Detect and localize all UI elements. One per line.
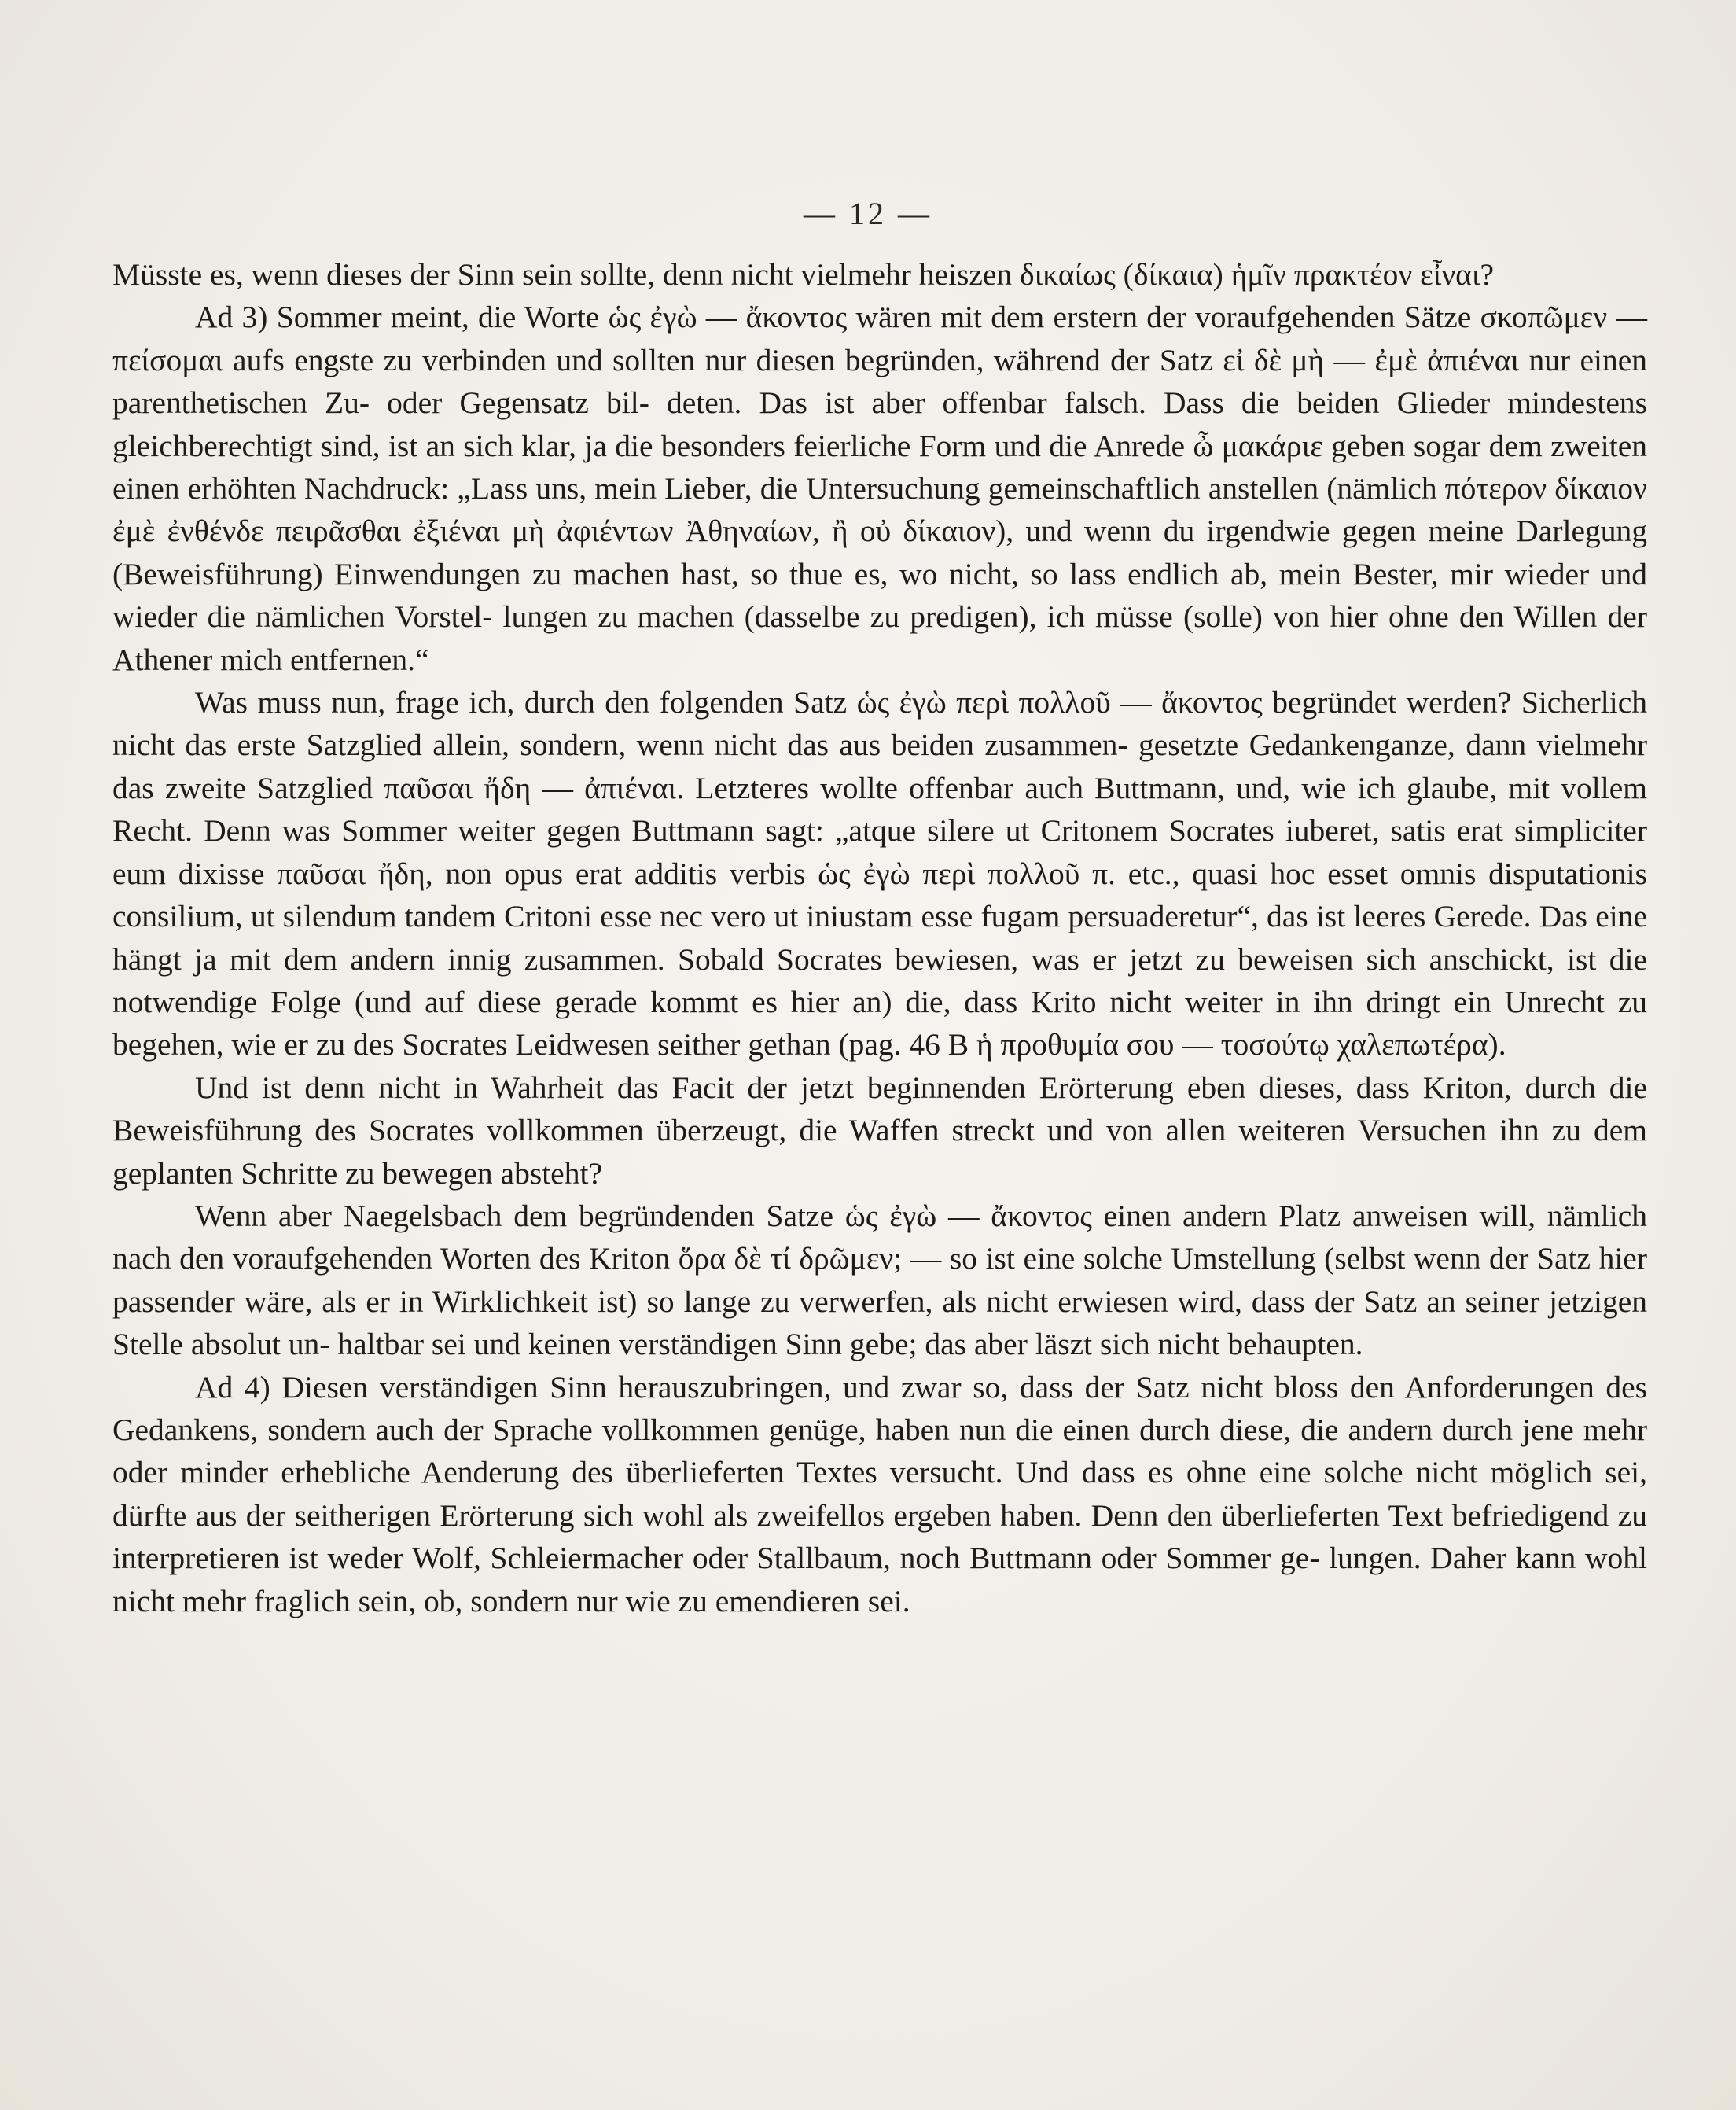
paragraph-4: Und ist denn nicht in Wahrheit das Facit der jetzt beginnenden Erörterung eben dieses, dass Kriton, durch die Beweisführung des Socrates vollkommen überzeugt, die Waffen streckt und von allen weiteren Versuchen ihn zu dem geplanten Schritte zu bewegen absteht?	[112, 1070, 1647, 1191]
paragraph-6: Ad 4) Diesen verständigen Sinn herauszubringen, und zwar so, dass der Satz nicht bloss den Anforderungen des Gedankens, sondern auch der Sprache vollkommen genüge, haben nun die einen durch diese, die andern durch jene mehr oder minder erhebliche Aenderung des überlieferten Textes versucht. Und dass es ohne eine solche nicht möglich sei, dürfte aus der seitherigen Erörterung sich wohl als zweifellos ergeben haben. Denn den überlieferten Text befriedigend zu interpretieren ist weder Wolf, Schleiermacher oder Stallbaum, noch Buttmann oder Sommer ge- lungen. Daher kann wohl nicht mehr fraglich sein, ob, sondern nur wie zu emendieren sei.	[112, 1369, 1647, 1618]
page-number: — 12 —	[804, 196, 932, 231]
paragraph-2: Ad 3) Sommer meint, die Worte ὡς ἐγὼ — ἄκοντος wären mit dem erstern der voraufgehenden Sätze σκοπῶμεν — πείσομαι aufs engste zu verbinden und sollten nur diesen begründen, während der Satz εἰ δὲ μὴ — ἐμὲ ἀπιέναι nur einen parenthetischen Zu- oder Gegensatz bil- deten. Das ist aber offenbar falsch. Dass die beiden Glieder mindestens gleichberechtigt sind, ist an sich klar, ja die besonders feierliche Form und die Anrede ὦ μακάριε geben sogar dem zweiten einen erhöhten Nachdruck: „Lass uns, mein Lieber, die Untersuchung gemeinschaftlich anstellen (nämlich πότερον δίκαιον ἐμὲ ἐνθένδε πειρᾶσθαι ἐξιέναι μὴ ἀφιέντων Ἀθηναίων, ἢ οὐ δίκαιον), und wenn du irgendwie gegen meine Darlegung (Beweisführung) Einwendungen zu machen hast, so thue es, wo nicht, so lass endlich ab, mein Bester, mir wieder und wieder die nämlichen Vorstel- lungen zu machen (dasselbe zu predigen), ich müsse (solle) von hier ohne den Willen der Athener mich entfernen.“	[112, 300, 1647, 677]
paragraph-3: Was muss nun, frage ich, durch den folgenden Satz ὡς ἐγὼ περὶ πολλοῦ — ἄκοντος begründet werden? Sicherlich nicht das erste Satzglied allein, sondern, wenn nicht das aus beiden zusammen- gesetzte Gedankenganze, dann vielmehr das zweite Satzglied παῦσαι ἤδη — ἀπιέναι. Letzteres wollte offenbar auch Buttmann, und, wie ich glaube, mit vollem Recht. Denn was Sommer weiter gegen Buttmann sagt: „atque silere ut Critonem Socrates iuberet, satis erat simpliciter eum dixisse παῦσαι ἤδη, non opus erat additis verbis ὡς ἐγὼ περὶ πολλοῦ π. etc., quasi hoc esset omnis disputationis consilium, ut silendum tandem Critoni esse nec vero ut iniustam esse fugam persuaderetur“, das ist leeres Gerede. Das eine hängt ja mit dem andern innig zusammen. Sobald Socrates bewiesen, was er jetzt zu beweisen sich anschickt, ist die notwendige Folge (und auf diese gerade kommt es hier an) die, dass Krito nicht weiter in ihn dringt ein Unrecht zu begehen, wie er zu des Socrates Leidwesen seither gethan (pag. 46 B ἡ προθυμία σου — τοσούτῳ χαλεπωτέρα).	[112, 685, 1647, 1062]
body-text	[112, 253, 1647, 1622]
paragraph-1: Müsste es, wenn dieses der Sinn sein sollte, denn nicht vielmehr heiszen δικαίως (δίκαια) ἡμῖν πρακτέον εἶναι?	[112, 257, 1494, 292]
paragraph-5: Wenn aber Naegelsbach dem begründenden Satze ὡς ἐγὼ — ἄκοντος einen andern Platz anweisen will, nämlich nach den voraufgehenden Worten des Kriton ὅρα δὲ τί δρῶμεν; — so ist eine solche Umstellung (selbst wenn der Satz hier passender wäre, als er in Wirklichkeit ist) so lange zu verwerfen, als nicht erwiesen wird, dass der Satz an seiner jetzigen Stelle absolut un- haltbar sei und keinen verständigen Sinn gebe; das aber läszt sich nicht behaupten.	[112, 1198, 1647, 1362]
